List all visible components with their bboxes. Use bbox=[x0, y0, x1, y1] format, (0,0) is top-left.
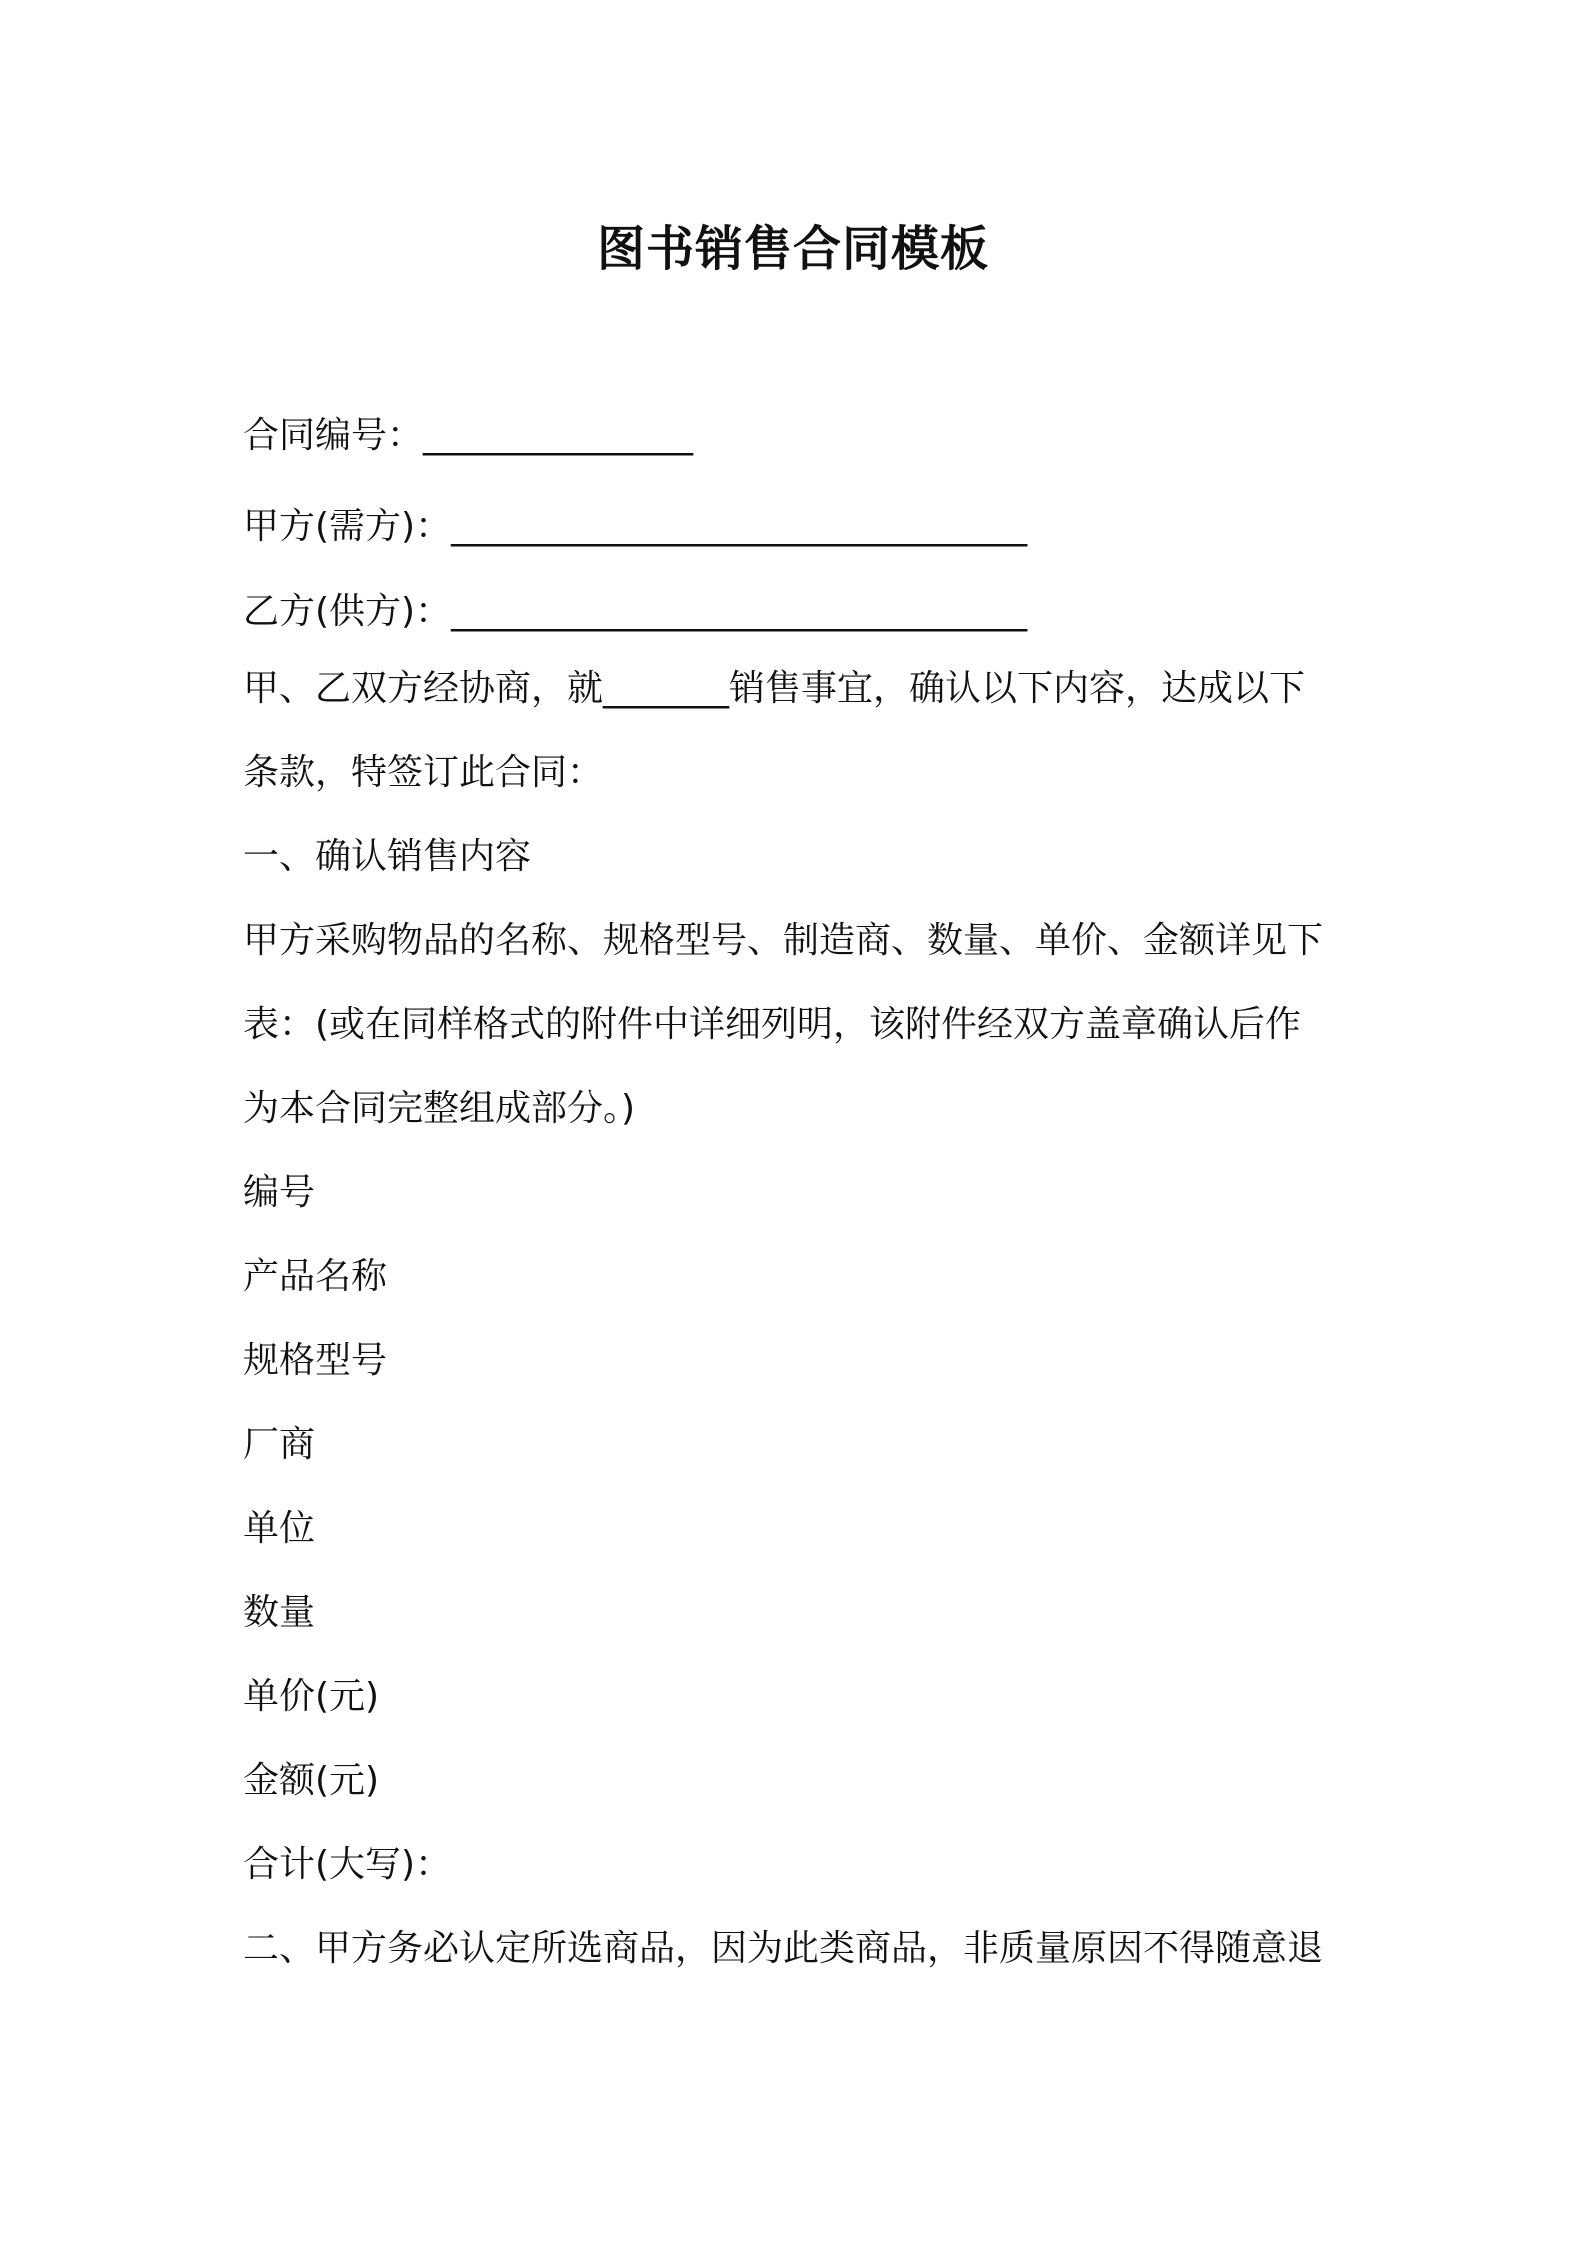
table-field-number: 编号 bbox=[243, 1172, 316, 1213]
table-field-total-uppercase: 合计(大写)： bbox=[243, 1844, 452, 1885]
section-1-paragraph-line-2: 表：(或在同样格式的附件中详细列明，该附件经双方盖章确认后作 bbox=[243, 1004, 1302, 1045]
table-field-product-name: 产品名称 bbox=[243, 1256, 388, 1297]
table-field-spec-model: 规格型号 bbox=[243, 1340, 388, 1381]
section-1-paragraph-line-1: 甲方采购物品的名称、规格型号、制造商、数量、单价、金额详见下 bbox=[243, 920, 1324, 961]
section-1-paragraph-line-3: 为本合同完整组成部分。) bbox=[243, 1088, 636, 1129]
contract-number-line: 合同编号：_______________ bbox=[243, 415, 694, 456]
party-a-line: 甲方(需方)：________________________________ bbox=[243, 506, 1028, 547]
section-2-paragraph-line-1: 二、甲方务必认定所选商品，因为此类商品，非质量原因不得随意退 bbox=[243, 1928, 1324, 1969]
table-field-quantity: 数量 bbox=[243, 1592, 316, 1633]
table-field-amount: 金额(元) bbox=[243, 1760, 380, 1801]
table-field-unit-price: 单价(元) bbox=[243, 1676, 380, 1717]
intro-paragraph-line-1: 甲、乙双方经协商，就_______销售事宜，确认以下内容，达成以下 bbox=[243, 668, 1306, 709]
intro-paragraph-line-2: 条款，特签订此合同： bbox=[243, 752, 604, 793]
party-b-line: 乙方(供方)：________________________________ bbox=[243, 591, 1028, 632]
section-1-heading: 一、确认销售内容 bbox=[243, 836, 532, 877]
table-field-unit: 单位 bbox=[243, 1508, 316, 1549]
document-title: 图书销售合同模板 bbox=[596, 221, 989, 277]
table-field-manufacturer: 厂商 bbox=[243, 1424, 316, 1465]
